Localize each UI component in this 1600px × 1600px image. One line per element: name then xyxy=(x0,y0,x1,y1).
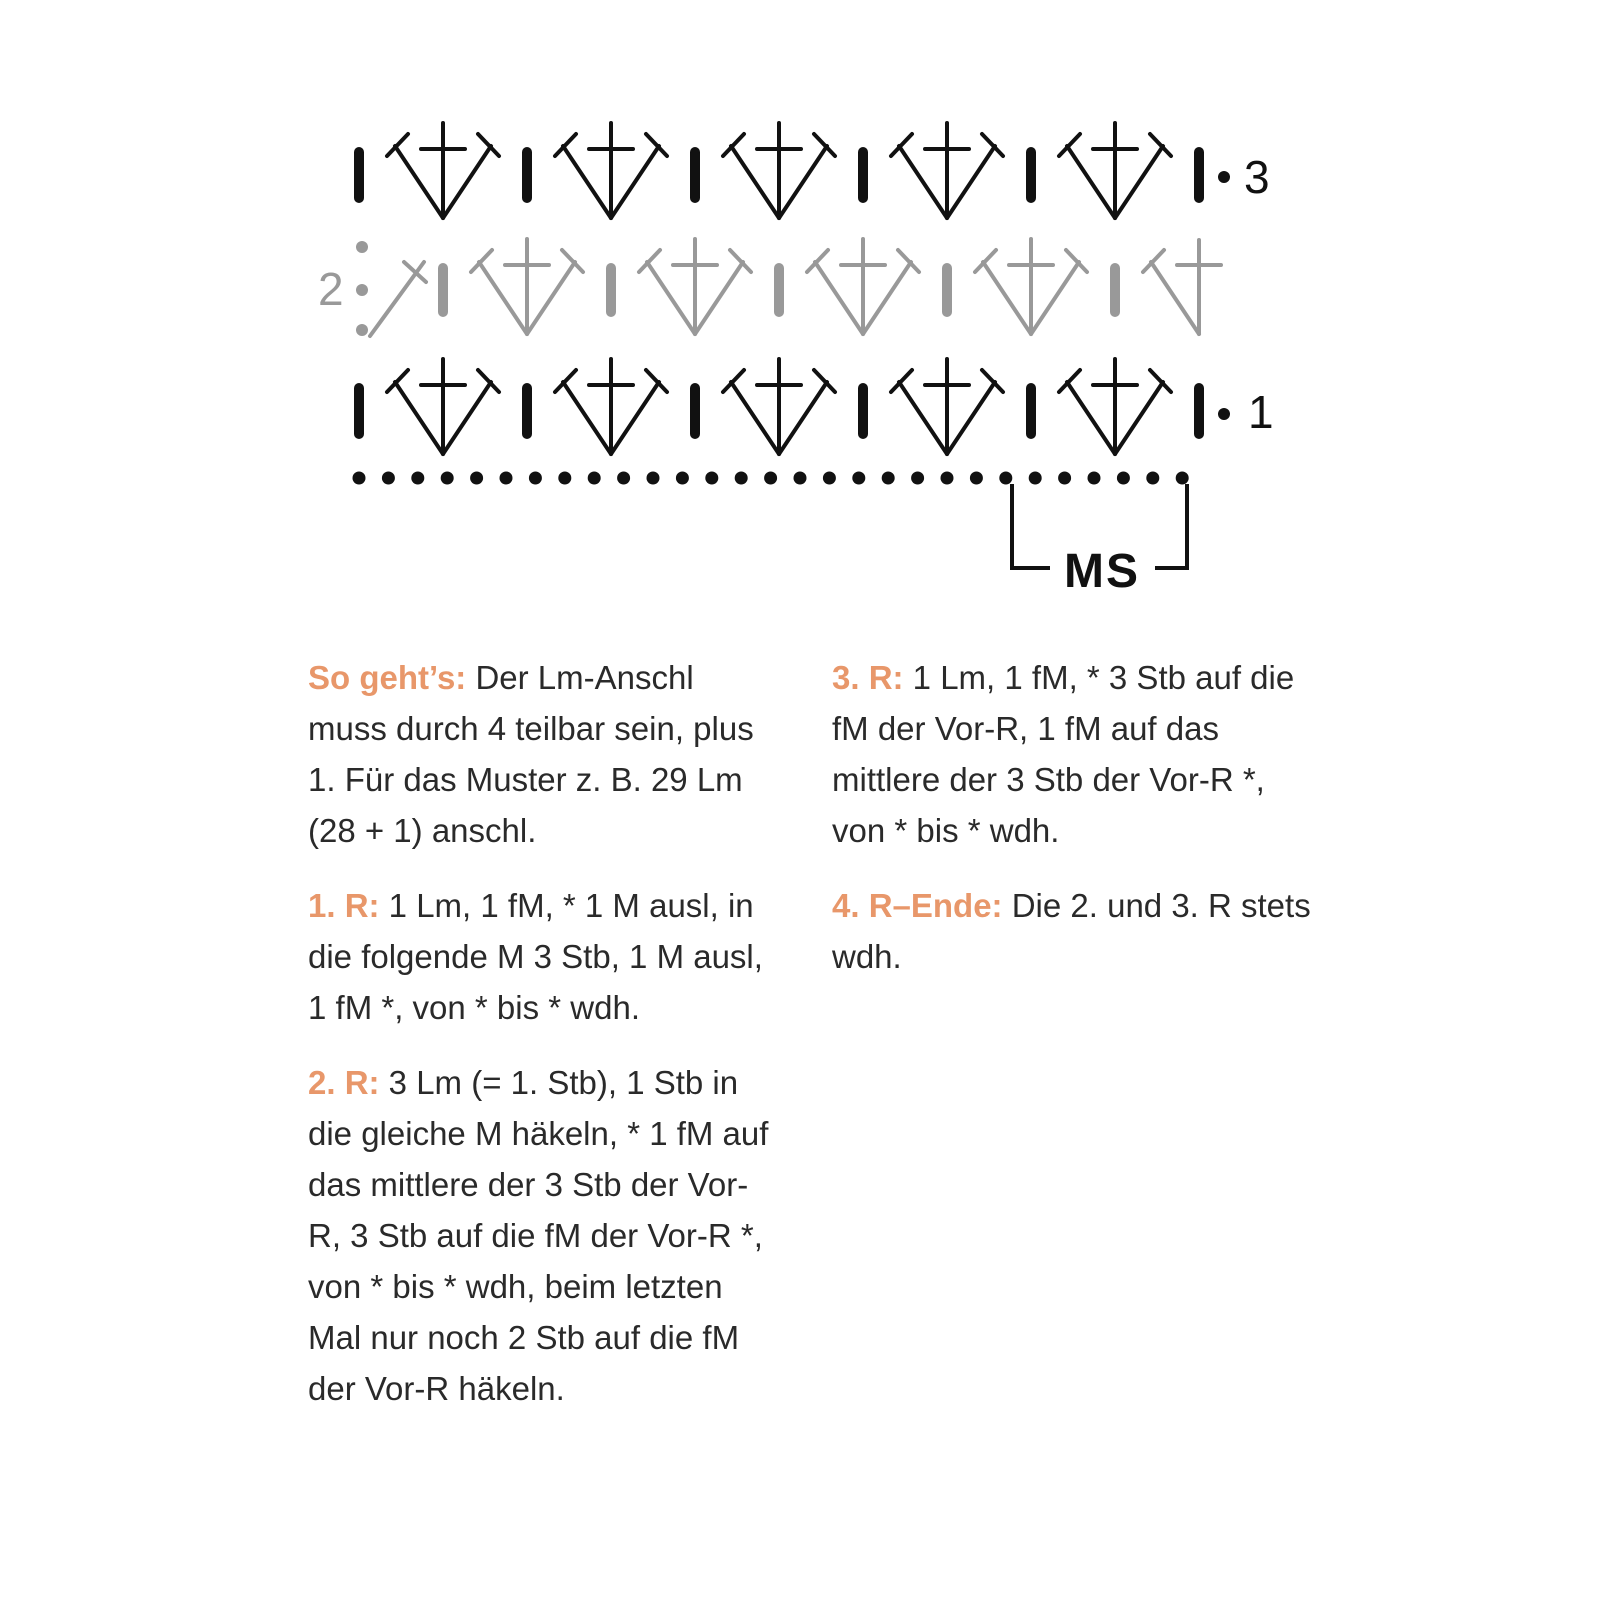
chain-stitch-dot xyxy=(970,472,983,485)
turning-chain-dot xyxy=(356,324,368,336)
chain-stitch-dot xyxy=(1117,472,1130,485)
crochet-chart xyxy=(0,0,1600,640)
chain-stitch-dot xyxy=(617,472,630,485)
chain-stitch-dot xyxy=(823,472,836,485)
double-crochet-symbol xyxy=(443,382,491,454)
instructions-left-column xyxy=(308,652,778,1438)
double-crochet-symbol xyxy=(815,262,863,334)
double-crochet-symbol xyxy=(1067,382,1115,454)
chain-stitch-dot xyxy=(353,472,366,485)
instruction-row-2 xyxy=(308,1057,778,1414)
repeat-label: MS xyxy=(1064,545,1140,598)
instruction-intro-lead: So geht’s: xyxy=(308,659,467,696)
double-crochet-symbol xyxy=(1067,146,1115,218)
instructions-right-column xyxy=(832,652,1312,1006)
double-crochet-symbol xyxy=(527,262,575,334)
double-crochet-symbol xyxy=(947,382,995,454)
double-crochet-symbol xyxy=(731,382,779,454)
row-end-dot xyxy=(1218,171,1230,183)
row-number-1: 1 xyxy=(1248,386,1274,438)
double-crochet-symbol xyxy=(779,146,827,218)
double-crochet-symbol xyxy=(731,146,779,218)
chain-stitch-dot xyxy=(1146,472,1159,485)
double-crochet-symbol xyxy=(395,382,443,454)
chain-stitch-dot xyxy=(529,472,542,485)
row-number-3: 3 xyxy=(1244,151,1270,203)
double-crochet-symbol xyxy=(983,262,1031,334)
instruction-row-4 xyxy=(832,880,1312,982)
instruction-row-1 xyxy=(308,880,778,1033)
chain-stitch-dot xyxy=(470,472,483,485)
repeat-bracket xyxy=(1012,484,1187,598)
double-crochet-symbol xyxy=(563,146,611,218)
instruction-row-3-text: 1 Lm, 1 fM, * 3 Stb auf die fM der Vor-R, 1 fM auf das mittlere der 3 Stb der Vor-R *, von * bis * wdh. xyxy=(832,659,1295,849)
double-crochet-symbol xyxy=(611,382,659,454)
turning-chain-dot xyxy=(356,284,368,296)
double-crochet-symbol xyxy=(1115,382,1163,454)
row-end-dot xyxy=(1218,408,1230,420)
instruction-row-1-text: 1 Lm, 1 fM, * 1 M ausl, in die folgende M 3 Stb, 1 M ausl, 1 fM *, von * bis * wdh. xyxy=(308,887,763,1026)
chain-stitch-dot xyxy=(735,472,748,485)
double-crochet-symbol xyxy=(779,382,827,454)
double-crochet-symbol xyxy=(395,146,443,218)
chain-stitch-dot xyxy=(794,472,807,485)
instruction-row-2-lead: 2. R: xyxy=(308,1064,380,1101)
double-crochet-symbol xyxy=(563,382,611,454)
chain-stitch-dot xyxy=(911,472,924,485)
chain-stitch-dot xyxy=(1029,472,1042,485)
chain-stitch-dot xyxy=(647,472,660,485)
chain-stitch-dot xyxy=(676,472,689,485)
instruction-intro-text: Der Lm-Anschl muss durch 4 teilbar sein, plus 1. Für das Muster z. B. 29 Lm (28 + 1) anschl. xyxy=(308,659,754,849)
chain-stitch-dot xyxy=(1058,472,1071,485)
double-crochet-symbol xyxy=(899,146,947,218)
double-crochet-symbol xyxy=(479,262,527,334)
chain-stitch-dot xyxy=(558,472,571,485)
instruction-intro xyxy=(308,652,778,856)
double-crochet-symbol xyxy=(611,146,659,218)
chain-stitch-dot xyxy=(500,472,513,485)
instruction-row-4-lead: 4. R–Ende: xyxy=(832,887,1003,924)
chain-stitch-dot xyxy=(705,472,718,485)
double-crochet-symbol xyxy=(947,146,995,218)
instruction-row-3-lead: 3. R: xyxy=(832,659,904,696)
double-crochet-symbol xyxy=(863,262,911,334)
instruction-row-1-lead: 1. R: xyxy=(308,887,380,924)
double-crochet-symbol xyxy=(695,262,743,334)
chain-stitch-dot xyxy=(382,472,395,485)
double-crochet-symbol xyxy=(1031,262,1079,334)
chain-stitch-dot xyxy=(411,472,424,485)
double-crochet-symbol xyxy=(1151,262,1199,334)
double-crochet-symbol xyxy=(443,146,491,218)
row-number-2: 2 xyxy=(318,263,344,315)
instruction-row-4-text: Die 2. und 3. R stets wdh. xyxy=(832,887,1311,975)
double-crochet-symbol xyxy=(1115,146,1163,218)
chain-stitch-dot xyxy=(441,472,454,485)
instruction-row-2-text: 3 Lm (= 1. Stb), 1 Stb in die gleiche M häkeln, * 1 fM auf das mittlere der 3 Stb der Vor-R, 3 Stb auf die fM der Vor-R *, von * bis * wdh, beim letzten Mal nur noch 2 Stb auf die fM der Vor-R häkeln. xyxy=(308,1064,769,1407)
chain-stitch-dot xyxy=(1176,472,1189,485)
chain-stitch-dot xyxy=(852,472,865,485)
instruction-row-3 xyxy=(832,652,1312,856)
chain-stitch-dot xyxy=(882,472,895,485)
chain-stitch-dot xyxy=(1088,472,1101,485)
foundation-chain xyxy=(353,472,1189,485)
chain-stitch-dot xyxy=(941,472,954,485)
chart-symbols xyxy=(356,123,1230,454)
double-crochet-symbol xyxy=(647,262,695,334)
turning-chain-dot xyxy=(356,241,368,253)
double-crochet-symbol xyxy=(899,382,947,454)
chain-stitch-dot xyxy=(588,472,601,485)
chain-stitch-dot xyxy=(999,472,1012,485)
chain-stitch-dot xyxy=(764,472,777,485)
